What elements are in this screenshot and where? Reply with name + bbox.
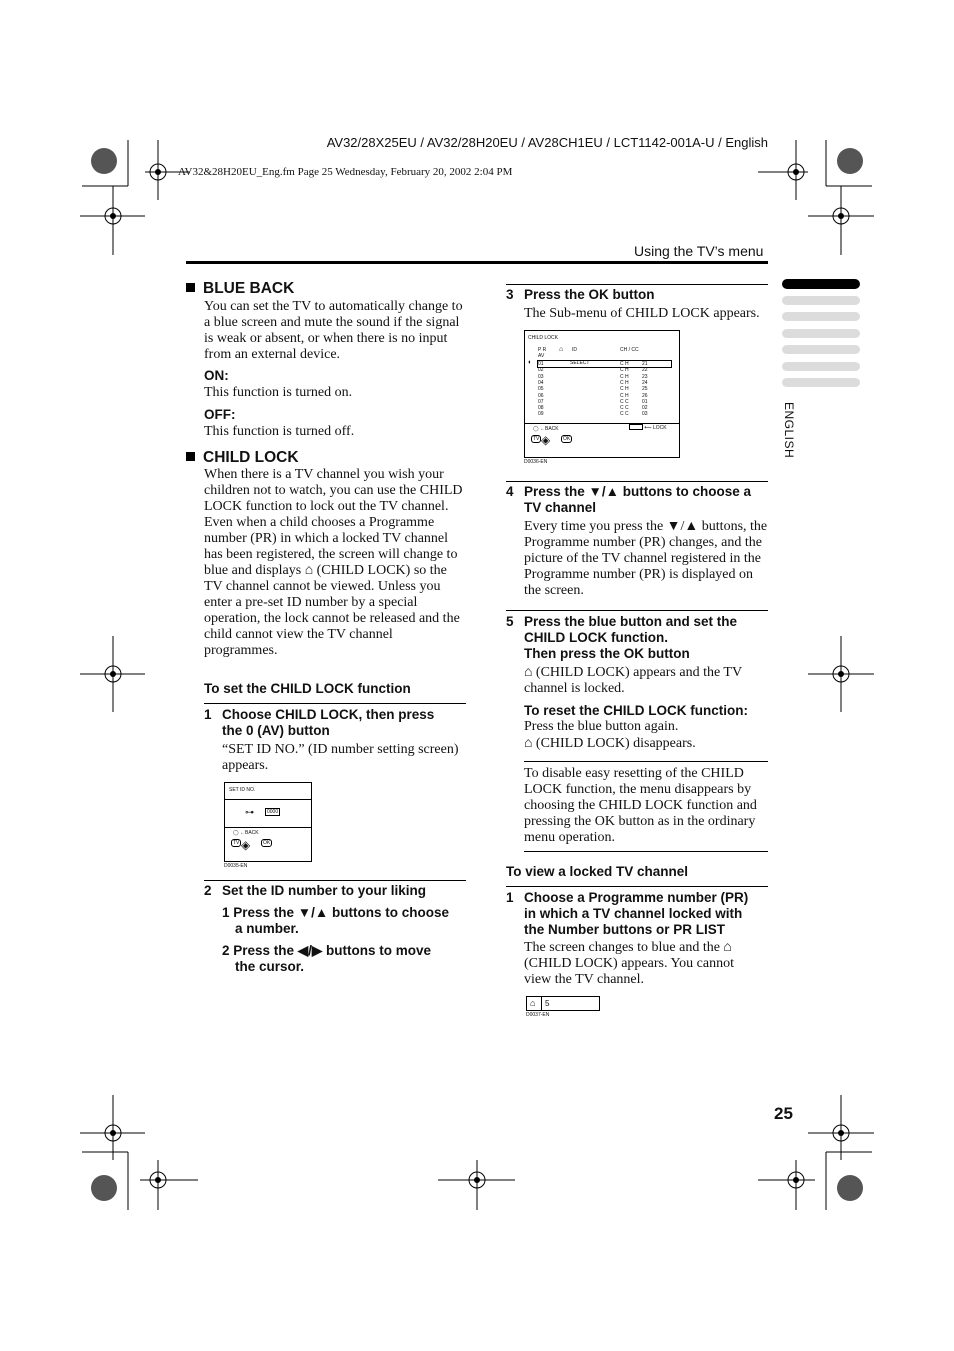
fig1-code: D0035-EN	[224, 863, 248, 869]
select-label: SELECT	[570, 360, 590, 366]
lock-icon: ⌂	[559, 346, 564, 353]
side-tab	[782, 329, 860, 338]
side-tab-active	[782, 279, 860, 289]
child-lock-body: When there is a TV channel you wish your children not to watch, you can use the CHILD LOCK function to lock out the TV channel. Even when a child chooses a Programme number (PR) in which a locked TV channel has been registered, the screen will change to blue and displays ⌂ (CHILD LOCK) so the TV channel cannot be viewed. Unless you enter a pre-set ID number by a special operation, the lock cannot be released and the child cannot view the TV channel programmes.	[204, 467, 463, 658]
divider	[506, 610, 768, 611]
channel-row-pr: 09	[538, 411, 544, 418]
step-3-text: The Sub-menu of CHILD LOCK appears.	[524, 306, 760, 321]
divider	[204, 703, 466, 704]
step-5-text: ⌂ (CHILD LOCK) appears and the TV channel is locked.	[524, 665, 742, 696]
model-header: AV32/28X25EU / AV32/28H20EU / AV28CH1EU / LCT1142-001A-U / English	[326, 135, 768, 150]
divider	[524, 761, 768, 762]
col-pr: P R	[538, 347, 547, 353]
locked-channel-figure	[526, 996, 600, 1011]
divider	[506, 284, 768, 285]
step-2-sub-1: 1 Press the ▼/▲ buttons to choose a number.	[222, 905, 450, 936]
step-1: 1 Choose CHILD LOCK, then press the 0 (AV) button	[204, 707, 435, 738]
channel-row-ch: C H	[620, 392, 629, 399]
channel-row-num: 25	[642, 386, 648, 393]
page-number: 25	[774, 1104, 793, 1123]
side-tab	[782, 345, 860, 354]
divider	[506, 886, 768, 887]
fig2-code: D0036-EN	[524, 459, 548, 465]
channel-row-num: 24	[642, 379, 648, 386]
bullet-icon	[186, 452, 195, 461]
channel-row-ch: C C	[620, 398, 629, 405]
on-label: ON:	[204, 368, 229, 383]
channel-row-pr: 07	[538, 398, 544, 405]
set-id-screen-figure	[224, 782, 312, 862]
child-lock-submenu-figure	[524, 330, 680, 458]
channel-row-num: 02	[642, 405, 648, 412]
off-label: OFF:	[204, 407, 236, 422]
language-label: ENGLISH	[782, 402, 796, 459]
side-tab	[782, 312, 860, 321]
blue-back-body: You can set the TV to automatically change to a blue screen and mute the sound if the signal is weak or absent, or when there is no input from an external device.	[204, 299, 463, 362]
side-tab	[782, 362, 860, 371]
side-tab	[782, 378, 860, 387]
channel-row-num: 26	[642, 392, 648, 399]
tv-label: TV	[533, 436, 540, 442]
channel-row-pr: 06	[538, 392, 544, 399]
lock-label: ⟵ LOCK	[629, 424, 667, 431]
step-4: 4 Press the ▼/▲ buttons to choose a TV channel	[506, 484, 752, 515]
locked-pr-value: 5	[545, 999, 550, 1008]
set-id-title: SET ID NO.	[229, 787, 256, 793]
channel-row-pr: 02	[538, 367, 544, 374]
step-1-text: “SET ID NO.” (ID number setting screen) appears.	[222, 742, 459, 773]
submenu-title: CHILD LOCK	[528, 335, 559, 341]
back-label: ◯ ←BACK	[233, 830, 259, 836]
col-id: ID	[572, 347, 577, 353]
note-text: To disable easy resetting of the CHILD LOCK function, the menu disappears by choosing the CHILD LOCK function and pressing the OK button as in the ordinary menu operation.	[524, 766, 757, 845]
off-text: This function is turned off.	[204, 424, 355, 439]
child-lock-title: CHILD LOCK	[186, 449, 299, 467]
step-4-text: Every time you press the ▼/▲ buttons, the Programme number (PR) changes, and the picture of the TV channel registered in the Programme number (PR) is displayed on the screen.	[524, 519, 768, 598]
channel-row-pr: 03	[538, 373, 544, 380]
channel-row-ch: C H	[620, 386, 629, 393]
reset-text-1: Press the blue button again.	[524, 719, 679, 734]
ok-label: OK	[263, 840, 271, 846]
view-locked-heading: To view a locked TV channel	[506, 864, 689, 879]
view-step-1: 1 Choose a Programme number (PR) in which a TV channel locked with the Number buttons or PR LIST	[506, 890, 749, 937]
channel-row-num: 01	[642, 398, 648, 405]
reset-text-2: ⌂ (CHILD LOCK) disappears.	[524, 736, 696, 751]
step-2: 2 Set the ID number to your liking	[204, 883, 427, 898]
divider	[204, 880, 466, 881]
view-step-1-text: The screen changes to blue and the ⌂ (CHILD LOCK) appears. You cannot view the TV channel.	[524, 940, 734, 987]
channel-row-ch: C H	[620, 373, 629, 380]
key-icon: ⊶	[245, 807, 254, 817]
reset-title: To reset the CHILD LOCK function:	[524, 703, 748, 718]
channel-row-pr: 08	[538, 405, 544, 412]
blue-back-title: BLUE BACK	[186, 280, 294, 298]
channel-row-num: 23	[642, 373, 648, 380]
cursor-icon: ◐	[528, 359, 533, 366]
id-number-value: 0000	[267, 809, 279, 815]
file-info: AV32&28H20EU_Eng.fm Page 25 Wednesday, February 20, 2002 2:04 PM	[178, 166, 513, 178]
step-5: 5 Press the blue button and set the CHILD LOCK function. Then press the OK button	[506, 614, 738, 661]
channel-row-num: 22	[642, 367, 648, 374]
channel-row-num: 03	[642, 411, 648, 418]
set-child-lock-heading: To set the CHILD LOCK function	[204, 681, 411, 696]
tv-label: TV	[233, 840, 240, 846]
step-2-sub-2: 2 Press the ◀/▶ buttons to move the cursor.	[222, 943, 432, 974]
lock-icon: ⌂	[530, 998, 536, 1008]
channel-row-ch: C H	[620, 379, 629, 386]
section-title: Using the TV’s menu	[634, 243, 764, 259]
step-3: 3 Press the OK button	[506, 287, 655, 302]
channel-row-ch: C C	[620, 411, 629, 418]
side-tab	[782, 296, 860, 305]
channel-row-ch: C H	[620, 367, 629, 374]
divider	[506, 481, 768, 482]
row-av: AV	[538, 353, 545, 359]
channel-row-pr: 01	[538, 361, 544, 367]
fig3-code: D0037-EN	[526, 1012, 550, 1018]
col-ch: CH / CC	[620, 347, 639, 353]
navigation-pad-icon: ◈	[541, 433, 551, 447]
channel-row-pr: 05	[538, 386, 544, 393]
navigation-pad-icon: ◈	[241, 838, 251, 852]
channel-row-ch: C H	[620, 361, 629, 367]
ok-label: OK	[563, 436, 571, 442]
header-rule	[186, 261, 768, 264]
back-label: ◯ ←BACK	[533, 426, 559, 432]
channel-row-ch: C C	[620, 405, 629, 412]
bullet-icon	[186, 283, 195, 292]
channel-row-num: 21	[642, 361, 648, 367]
on-text: This function is turned on.	[204, 385, 353, 400]
divider	[524, 851, 768, 852]
channel-row-pr: 04	[538, 379, 544, 386]
